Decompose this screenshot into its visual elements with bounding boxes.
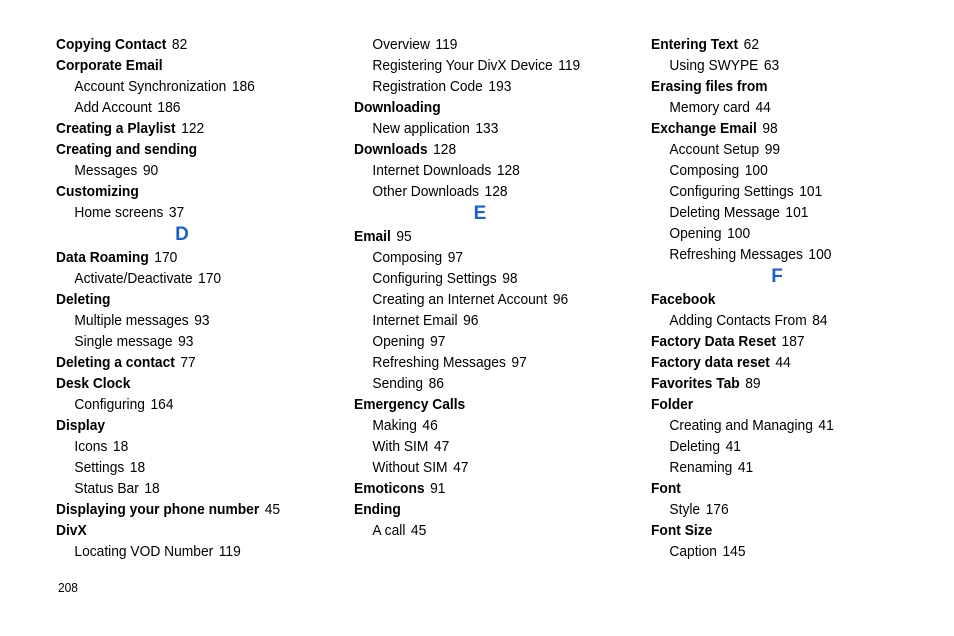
page-reference: 101 bbox=[799, 183, 823, 200]
index-term: Style bbox=[669, 501, 701, 518]
page-reference: 44 bbox=[775, 354, 791, 371]
index-term: Display bbox=[56, 417, 106, 434]
index-term: Registration Code bbox=[372, 78, 483, 95]
index-term: Messages bbox=[74, 162, 138, 179]
index-subentry bbox=[651, 181, 918, 202]
page-reference: 98 bbox=[502, 270, 518, 287]
index-subentry bbox=[56, 202, 323, 223]
index-term: Internet Downloads bbox=[372, 162, 492, 179]
index-term: Settings bbox=[74, 459, 125, 476]
index-term: Composing bbox=[372, 249, 443, 266]
page-reference: 84 bbox=[812, 312, 828, 329]
page-reference: 90 bbox=[142, 162, 159, 179]
index-term: Refreshing Messages bbox=[372, 354, 506, 371]
index-term: Deleting bbox=[56, 291, 111, 308]
page-reference: 133 bbox=[475, 120, 499, 137]
index-entry bbox=[651, 352, 918, 373]
index-subentry bbox=[354, 289, 621, 310]
index-term: Registering Your DivX Device bbox=[372, 57, 553, 74]
page-reference: 45 bbox=[264, 501, 281, 518]
index-entry bbox=[56, 34, 323, 55]
page-reference: 96 bbox=[463, 312, 479, 329]
index-term: Displaying your phone number bbox=[56, 501, 260, 518]
page-reference: 93 bbox=[194, 312, 210, 329]
index-subentry bbox=[354, 436, 621, 457]
index-term: Erasing files from bbox=[651, 78, 768, 95]
page-reference: 145 bbox=[722, 543, 746, 560]
index-entry bbox=[56, 247, 323, 268]
index-term: Status Bar bbox=[74, 480, 139, 497]
page-reference: 119 bbox=[435, 36, 458, 53]
index-term: Configuring bbox=[74, 396, 145, 413]
index-term: Single message bbox=[74, 333, 173, 350]
section-letter: E bbox=[473, 203, 487, 224]
section-letter: D bbox=[175, 224, 189, 245]
index-entry bbox=[56, 289, 323, 310]
page-reference: 91 bbox=[430, 480, 446, 497]
index-term: Using SWYPE bbox=[669, 57, 759, 74]
page-reference: 100 bbox=[808, 246, 832, 263]
index-subentry bbox=[354, 181, 621, 202]
page-reference: 18 bbox=[112, 438, 129, 455]
index-subentry bbox=[651, 223, 918, 244]
index-subentry bbox=[56, 436, 323, 457]
index-entry bbox=[56, 118, 323, 139]
index-term: Deleting a contact bbox=[56, 354, 175, 371]
page-reference: 47 bbox=[433, 438, 450, 455]
index-subentry bbox=[651, 160, 918, 181]
index-term: Ending bbox=[354, 501, 401, 518]
index-term: A call bbox=[372, 522, 406, 539]
index-term: Creating a Playlist bbox=[56, 120, 176, 137]
page-reference: 62 bbox=[743, 36, 760, 53]
index-subentry bbox=[354, 160, 621, 181]
page-reference: 97 bbox=[447, 249, 464, 266]
index-entry bbox=[56, 373, 323, 394]
page-reference: 77 bbox=[180, 354, 196, 371]
index-term: Configuring Settings bbox=[669, 183, 794, 200]
page-reference: 128 bbox=[484, 183, 508, 200]
index-subentry bbox=[354, 331, 621, 352]
index-subentry bbox=[651, 457, 918, 478]
index-entry bbox=[56, 55, 323, 76]
page-reference: 44 bbox=[755, 99, 771, 116]
index-subentry bbox=[651, 244, 918, 265]
index-term: Copying Contact bbox=[56, 36, 167, 53]
index-entry bbox=[354, 394, 621, 415]
index-term: DivX bbox=[56, 522, 87, 539]
index-subentry bbox=[56, 97, 323, 118]
page-reference: 176 bbox=[705, 501, 729, 518]
page-reference: 41 bbox=[818, 417, 834, 434]
index-subentry bbox=[354, 268, 621, 289]
index-term: Refreshing Messages bbox=[669, 246, 803, 263]
page-reference: 93 bbox=[178, 333, 194, 350]
page-reference: 101 bbox=[785, 204, 809, 221]
index-subentry bbox=[354, 55, 621, 76]
index-subentry bbox=[56, 76, 323, 97]
index-term: Creating and sending bbox=[56, 141, 198, 158]
index-term: Home screens bbox=[74, 204, 164, 221]
page-reference: 47 bbox=[453, 459, 469, 476]
index-entry bbox=[651, 331, 918, 352]
index-term: Factory data reset bbox=[651, 354, 770, 371]
index-term: Favorites Tab bbox=[651, 375, 740, 392]
page-reference: 119 bbox=[558, 57, 581, 74]
index-term: Multiple messages bbox=[74, 312, 189, 329]
page-reference: 128 bbox=[496, 162, 520, 179]
index-term: Making bbox=[372, 417, 417, 434]
page-number: 208 bbox=[58, 580, 78, 595]
page-reference: 46 bbox=[422, 417, 438, 434]
page-reference: 97 bbox=[430, 333, 446, 350]
index-subentry bbox=[354, 520, 621, 541]
index-term: Account Setup bbox=[669, 141, 760, 158]
index-term: Corporate Email bbox=[56, 57, 163, 74]
index-subentry bbox=[354, 247, 621, 268]
index-subentry bbox=[651, 541, 918, 562]
page-reference: 100 bbox=[727, 225, 751, 242]
index-term: Entering Text bbox=[651, 36, 739, 53]
index-term: Opening bbox=[372, 333, 425, 350]
index-term: Add Account bbox=[74, 99, 152, 116]
index-term: Overview bbox=[372, 36, 430, 53]
index-subentry bbox=[651, 139, 918, 160]
index-subentry bbox=[354, 76, 621, 97]
index-term: Composing bbox=[669, 162, 740, 179]
index-subentry bbox=[56, 478, 323, 499]
page-reference: 122 bbox=[181, 120, 205, 137]
index-entry bbox=[651, 34, 918, 55]
index-subentry bbox=[651, 97, 918, 118]
page-reference: 95 bbox=[396, 228, 412, 245]
page-reference: 37 bbox=[168, 204, 185, 221]
page-reference: 41 bbox=[725, 438, 741, 455]
index-entry bbox=[651, 520, 918, 541]
index-entry bbox=[56, 520, 323, 541]
index-term: Other Downloads bbox=[372, 183, 480, 200]
index-subentry bbox=[56, 541, 323, 562]
index-term: Font Size bbox=[651, 522, 713, 539]
index-entry bbox=[56, 499, 323, 520]
page-reference: 193 bbox=[488, 78, 512, 95]
page-reference: 18 bbox=[129, 459, 146, 476]
index-entry bbox=[651, 394, 918, 415]
index-term: Configuring Settings bbox=[372, 270, 497, 287]
index-term: Desk Clock bbox=[56, 375, 131, 392]
index-entry bbox=[56, 181, 323, 202]
index-entry bbox=[651, 478, 918, 499]
page-reference: 186 bbox=[231, 78, 255, 95]
index-subentry bbox=[354, 118, 621, 139]
page-reference: 18 bbox=[144, 480, 160, 497]
index-entry bbox=[354, 139, 621, 160]
index-term: Emergency Calls bbox=[354, 396, 466, 413]
page-reference: 164 bbox=[150, 396, 174, 413]
index-term: Sending bbox=[372, 375, 424, 392]
index-term: Internet Email bbox=[372, 312, 458, 329]
index-column-1 bbox=[56, 34, 346, 562]
index-term: Renaming bbox=[669, 459, 733, 476]
index-term: Without SIM bbox=[372, 459, 448, 476]
index-subentry bbox=[354, 415, 621, 436]
page-reference: 63 bbox=[763, 57, 780, 74]
index-subentry bbox=[56, 331, 323, 352]
index-subentry bbox=[354, 310, 621, 331]
section-letter: F bbox=[771, 266, 783, 287]
index-term: Emoticons bbox=[354, 480, 425, 497]
page-reference: 170 bbox=[154, 249, 178, 266]
index-subentry bbox=[354, 457, 621, 478]
index-entry bbox=[56, 415, 323, 436]
index-term: Adding Contacts From bbox=[669, 312, 807, 329]
index-entry bbox=[354, 499, 621, 520]
index-column-3 bbox=[651, 34, 941, 562]
index-subentry bbox=[56, 268, 323, 289]
page-reference: 100 bbox=[744, 162, 768, 179]
index-subentry bbox=[651, 310, 918, 331]
index-entry bbox=[651, 118, 918, 139]
page-reference: 187 bbox=[781, 333, 805, 350]
index-term: Downloads bbox=[354, 141, 428, 158]
index-term: Facebook bbox=[651, 291, 716, 308]
page-reference: 97 bbox=[511, 354, 527, 371]
index-term: Email bbox=[354, 228, 391, 245]
index-term: Folder bbox=[651, 396, 694, 413]
page-reference: 41 bbox=[737, 459, 754, 476]
index-subentry bbox=[354, 352, 621, 373]
index-subentry bbox=[651, 436, 918, 457]
index-term: Caption bbox=[669, 543, 717, 560]
page-reference: 45 bbox=[410, 522, 427, 539]
index-entry bbox=[354, 478, 621, 499]
index-term: Deleting Message bbox=[669, 204, 780, 221]
index-term: Account Synchronization bbox=[74, 78, 227, 95]
index-entry bbox=[354, 226, 621, 247]
page-reference: 119 bbox=[218, 543, 241, 560]
index-term: Customizing bbox=[56, 183, 139, 200]
index-subentry bbox=[651, 415, 918, 436]
page-reference: 89 bbox=[745, 375, 761, 392]
index-term: Creating and Managing bbox=[669, 417, 813, 434]
index-term: Font bbox=[651, 480, 681, 497]
index-term: Activate/Deactivate bbox=[74, 270, 193, 287]
index-entry bbox=[651, 373, 918, 394]
page-reference: 98 bbox=[762, 120, 778, 137]
index-subentry bbox=[56, 310, 323, 331]
index-subentry bbox=[651, 55, 918, 76]
page-reference: 99 bbox=[764, 141, 781, 158]
index-subentry bbox=[56, 457, 323, 478]
index-term: Creating an Internet Account bbox=[372, 291, 548, 308]
index-term: Memory card bbox=[669, 99, 750, 116]
index-term: Factory Data Reset bbox=[651, 333, 777, 350]
index-term: Locating VOD Number bbox=[74, 543, 214, 560]
index-subentry bbox=[651, 499, 918, 520]
index-term: Deleting bbox=[669, 438, 721, 455]
index-term: Data Roaming bbox=[56, 249, 149, 266]
page-reference: 82 bbox=[171, 36, 188, 53]
index-term: Opening bbox=[669, 225, 722, 242]
index-term: Icons bbox=[74, 438, 108, 455]
index-entry bbox=[56, 139, 323, 160]
index-subentry bbox=[56, 394, 323, 415]
index-entry bbox=[354, 97, 621, 118]
index-term: Downloading bbox=[354, 99, 441, 116]
page-reference: 86 bbox=[428, 375, 444, 392]
index-entry bbox=[651, 76, 918, 97]
index-entry bbox=[56, 352, 323, 373]
index-column-2 bbox=[354, 34, 644, 541]
index-term: With SIM bbox=[372, 438, 429, 455]
index-subentry bbox=[354, 34, 621, 55]
page-reference: 96 bbox=[552, 291, 569, 308]
page-reference: 186 bbox=[157, 99, 181, 116]
index-subentry bbox=[651, 202, 918, 223]
page-reference: 128 bbox=[433, 141, 457, 158]
page-reference: 170 bbox=[198, 270, 222, 287]
index-subentry bbox=[56, 160, 323, 181]
index-term: New application bbox=[372, 120, 470, 137]
index-entry bbox=[651, 289, 918, 310]
index-subentry bbox=[354, 373, 621, 394]
index-term: Exchange Email bbox=[651, 120, 757, 137]
